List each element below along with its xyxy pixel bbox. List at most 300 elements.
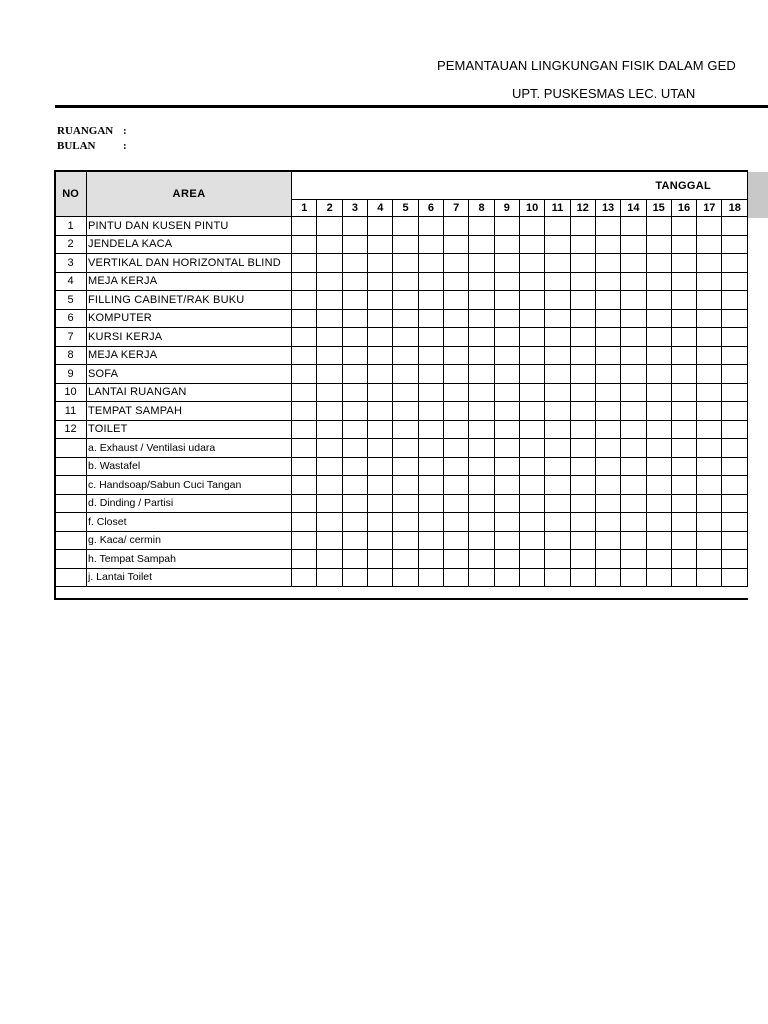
check-cell[interactable]: [342, 328, 367, 347]
check-cell[interactable]: [317, 254, 342, 273]
check-cell[interactable]: [595, 254, 620, 273]
check-cell[interactable]: [570, 235, 595, 254]
check-cell[interactable]: [368, 328, 393, 347]
check-cell[interactable]: [418, 531, 443, 550]
check-cell[interactable]: [469, 494, 494, 513]
check-cell[interactable]: [418, 420, 443, 439]
check-cell[interactable]: [595, 494, 620, 513]
check-cell[interactable]: [418, 254, 443, 273]
check-cell[interactable]: [722, 420, 748, 439]
check-cell[interactable]: [368, 420, 393, 439]
check-cell[interactable]: [621, 217, 646, 236]
check-cell[interactable]: [342, 217, 367, 236]
check-cell[interactable]: [697, 476, 722, 495]
check-cell[interactable]: [418, 291, 443, 310]
check-cell[interactable]: [444, 402, 469, 421]
check-cell[interactable]: [292, 254, 317, 273]
check-cell[interactable]: [494, 420, 519, 439]
check-cell[interactable]: [621, 568, 646, 587]
check-cell[interactable]: [595, 309, 620, 328]
check-cell[interactable]: [469, 235, 494, 254]
check-cell[interactable]: [393, 217, 418, 236]
check-cell[interactable]: [646, 217, 671, 236]
check-cell[interactable]: [545, 550, 570, 569]
check-cell[interactable]: [444, 494, 469, 513]
check-cell[interactable]: [317, 383, 342, 402]
check-cell[interactable]: [418, 365, 443, 384]
check-cell[interactable]: [646, 420, 671, 439]
check-cell[interactable]: [570, 513, 595, 532]
check-cell[interactable]: [595, 513, 620, 532]
check-cell[interactable]: [444, 309, 469, 328]
check-cell[interactable]: [722, 309, 748, 328]
check-cell[interactable]: [671, 550, 696, 569]
check-cell[interactable]: [646, 328, 671, 347]
check-cell[interactable]: [393, 328, 418, 347]
check-cell[interactable]: [418, 457, 443, 476]
check-cell[interactable]: [646, 402, 671, 421]
check-cell[interactable]: [646, 346, 671, 365]
check-cell[interactable]: [570, 420, 595, 439]
check-cell[interactable]: [342, 309, 367, 328]
check-cell[interactable]: [545, 476, 570, 495]
check-cell[interactable]: [469, 420, 494, 439]
check-cell[interactable]: [722, 439, 748, 458]
check-cell[interactable]: [494, 531, 519, 550]
check-cell[interactable]: [722, 531, 748, 550]
check-cell[interactable]: [342, 365, 367, 384]
check-cell[interactable]: [646, 365, 671, 384]
check-cell[interactable]: [418, 309, 443, 328]
check-cell[interactable]: [697, 328, 722, 347]
check-cell[interactable]: [317, 550, 342, 569]
check-cell[interactable]: [621, 476, 646, 495]
check-cell[interactable]: [671, 494, 696, 513]
check-cell[interactable]: [570, 439, 595, 458]
check-cell[interactable]: [671, 568, 696, 587]
check-cell[interactable]: [494, 217, 519, 236]
check-cell[interactable]: [671, 457, 696, 476]
check-cell[interactable]: [595, 328, 620, 347]
check-cell[interactable]: [722, 254, 748, 273]
check-cell[interactable]: [469, 217, 494, 236]
check-cell[interactable]: [494, 309, 519, 328]
check-cell[interactable]: [697, 365, 722, 384]
check-cell[interactable]: [621, 402, 646, 421]
check-cell[interactable]: [342, 513, 367, 532]
check-cell[interactable]: [444, 328, 469, 347]
check-cell[interactable]: [545, 531, 570, 550]
check-cell[interactable]: [570, 272, 595, 291]
check-cell[interactable]: [646, 235, 671, 254]
check-cell[interactable]: [722, 568, 748, 587]
check-cell[interactable]: [671, 272, 696, 291]
check-cell[interactable]: [418, 513, 443, 532]
check-cell[interactable]: [595, 365, 620, 384]
check-cell[interactable]: [646, 383, 671, 402]
check-cell[interactable]: [418, 217, 443, 236]
check-cell[interactable]: [494, 254, 519, 273]
check-cell[interactable]: [393, 254, 418, 273]
check-cell[interactable]: [722, 328, 748, 347]
check-cell[interactable]: [342, 235, 367, 254]
check-cell[interactable]: [469, 383, 494, 402]
check-cell[interactable]: [722, 550, 748, 569]
check-cell[interactable]: [418, 272, 443, 291]
check-cell[interactable]: [722, 457, 748, 476]
check-cell[interactable]: [494, 476, 519, 495]
check-cell[interactable]: [342, 550, 367, 569]
check-cell[interactable]: [545, 457, 570, 476]
check-cell[interactable]: [418, 383, 443, 402]
check-cell[interactable]: [317, 217, 342, 236]
check-cell[interactable]: [646, 476, 671, 495]
check-cell[interactable]: [519, 420, 544, 439]
check-cell[interactable]: [444, 476, 469, 495]
check-cell[interactable]: [469, 568, 494, 587]
check-cell[interactable]: [469, 402, 494, 421]
check-cell[interactable]: [570, 550, 595, 569]
check-cell[interactable]: [393, 402, 418, 421]
check-cell[interactable]: [317, 457, 342, 476]
check-cell[interactable]: [393, 531, 418, 550]
check-cell[interactable]: [317, 494, 342, 513]
check-cell[interactable]: [621, 531, 646, 550]
check-cell[interactable]: [342, 494, 367, 513]
check-cell[interactable]: [393, 457, 418, 476]
check-cell[interactable]: [722, 291, 748, 310]
check-cell[interactable]: [519, 531, 544, 550]
check-cell[interactable]: [671, 383, 696, 402]
check-cell[interactable]: [545, 309, 570, 328]
check-cell[interactable]: [342, 476, 367, 495]
check-cell[interactable]: [418, 402, 443, 421]
check-cell[interactable]: [418, 476, 443, 495]
check-cell[interactable]: [545, 494, 570, 513]
check-cell[interactable]: [368, 346, 393, 365]
check-cell[interactable]: [697, 402, 722, 421]
check-cell[interactable]: [444, 420, 469, 439]
check-cell[interactable]: [393, 309, 418, 328]
check-cell[interactable]: [671, 476, 696, 495]
check-cell[interactable]: [722, 217, 748, 236]
check-cell[interactable]: [697, 235, 722, 254]
check-cell[interactable]: [444, 272, 469, 291]
check-cell[interactable]: [444, 568, 469, 587]
check-cell[interactable]: [393, 291, 418, 310]
check-cell[interactable]: [393, 365, 418, 384]
check-cell[interactable]: [317, 272, 342, 291]
check-cell[interactable]: [368, 494, 393, 513]
check-cell[interactable]: [595, 402, 620, 421]
check-cell[interactable]: [494, 513, 519, 532]
check-cell[interactable]: [444, 383, 469, 402]
check-cell[interactable]: [621, 291, 646, 310]
check-cell[interactable]: [697, 457, 722, 476]
check-cell[interactable]: [444, 235, 469, 254]
check-cell[interactable]: [621, 272, 646, 291]
check-cell[interactable]: [595, 383, 620, 402]
check-cell[interactable]: [393, 513, 418, 532]
check-cell[interactable]: [671, 402, 696, 421]
check-cell[interactable]: [595, 272, 620, 291]
check-cell[interactable]: [469, 309, 494, 328]
check-cell[interactable]: [494, 457, 519, 476]
check-cell[interactable]: [671, 309, 696, 328]
check-cell[interactable]: [519, 217, 544, 236]
check-cell[interactable]: [393, 568, 418, 587]
check-cell[interactable]: [545, 272, 570, 291]
check-cell[interactable]: [292, 531, 317, 550]
check-cell[interactable]: [469, 291, 494, 310]
check-cell[interactable]: [545, 254, 570, 273]
check-cell[interactable]: [444, 291, 469, 310]
check-cell[interactable]: [621, 513, 646, 532]
check-cell[interactable]: [570, 402, 595, 421]
check-cell[interactable]: [671, 328, 696, 347]
check-cell[interactable]: [545, 235, 570, 254]
check-cell[interactable]: [671, 420, 696, 439]
check-cell[interactable]: [292, 420, 317, 439]
check-cell[interactable]: [519, 291, 544, 310]
check-cell[interactable]: [494, 346, 519, 365]
check-cell[interactable]: [570, 568, 595, 587]
check-cell[interactable]: [595, 457, 620, 476]
check-cell[interactable]: [342, 254, 367, 273]
check-cell[interactable]: [292, 439, 317, 458]
check-cell[interactable]: [494, 235, 519, 254]
check-cell[interactable]: [469, 513, 494, 532]
check-cell[interactable]: [697, 291, 722, 310]
check-cell[interactable]: [469, 365, 494, 384]
check-cell[interactable]: [570, 494, 595, 513]
check-cell[interactable]: [368, 217, 393, 236]
check-cell[interactable]: [317, 420, 342, 439]
check-cell[interactable]: [342, 383, 367, 402]
check-cell[interactable]: [570, 476, 595, 495]
check-cell[interactable]: [317, 513, 342, 532]
check-cell[interactable]: [342, 402, 367, 421]
check-cell[interactable]: [469, 476, 494, 495]
check-cell[interactable]: [292, 346, 317, 365]
check-cell[interactable]: [393, 383, 418, 402]
check-cell[interactable]: [519, 235, 544, 254]
check-cell[interactable]: [368, 383, 393, 402]
check-cell[interactable]: [570, 217, 595, 236]
check-cell[interactable]: [646, 494, 671, 513]
check-cell[interactable]: [317, 309, 342, 328]
check-cell[interactable]: [469, 328, 494, 347]
check-cell[interactable]: [368, 550, 393, 569]
check-cell[interactable]: [570, 383, 595, 402]
check-cell[interactable]: [722, 513, 748, 532]
check-cell[interactable]: [545, 383, 570, 402]
check-cell[interactable]: [595, 568, 620, 587]
check-cell[interactable]: [519, 272, 544, 291]
check-cell[interactable]: [545, 365, 570, 384]
check-cell[interactable]: [494, 439, 519, 458]
check-cell[interactable]: [595, 439, 620, 458]
check-cell[interactable]: [671, 291, 696, 310]
check-cell[interactable]: [418, 439, 443, 458]
check-cell[interactable]: [368, 568, 393, 587]
check-cell[interactable]: [444, 346, 469, 365]
check-cell[interactable]: [292, 291, 317, 310]
check-cell[interactable]: [368, 476, 393, 495]
check-cell[interactable]: [418, 568, 443, 587]
check-cell[interactable]: [469, 346, 494, 365]
check-cell[interactable]: [646, 568, 671, 587]
check-cell[interactable]: [494, 365, 519, 384]
check-cell[interactable]: [368, 272, 393, 291]
check-cell[interactable]: [317, 291, 342, 310]
check-cell[interactable]: [570, 291, 595, 310]
check-cell[interactable]: [646, 439, 671, 458]
check-cell[interactable]: [646, 513, 671, 532]
check-cell[interactable]: [519, 476, 544, 495]
check-cell[interactable]: [545, 568, 570, 587]
check-cell[interactable]: [621, 550, 646, 569]
check-cell[interactable]: [621, 254, 646, 273]
check-cell[interactable]: [418, 550, 443, 569]
check-cell[interactable]: [519, 494, 544, 513]
check-cell[interactable]: [368, 513, 393, 532]
check-cell[interactable]: [418, 494, 443, 513]
check-cell[interactable]: [418, 346, 443, 365]
check-cell[interactable]: [697, 550, 722, 569]
check-cell[interactable]: [697, 439, 722, 458]
check-cell[interactable]: [292, 383, 317, 402]
check-cell[interactable]: [393, 420, 418, 439]
check-cell[interactable]: [570, 346, 595, 365]
check-cell[interactable]: [621, 439, 646, 458]
check-cell[interactable]: [646, 272, 671, 291]
check-cell[interactable]: [317, 346, 342, 365]
check-cell[interactable]: [317, 439, 342, 458]
check-cell[interactable]: [317, 365, 342, 384]
check-cell[interactable]: [393, 346, 418, 365]
check-cell[interactable]: [494, 550, 519, 569]
check-cell[interactable]: [368, 531, 393, 550]
check-cell[interactable]: [444, 531, 469, 550]
check-cell[interactable]: [595, 291, 620, 310]
check-cell[interactable]: [519, 457, 544, 476]
check-cell[interactable]: [368, 402, 393, 421]
check-cell[interactable]: [494, 328, 519, 347]
check-cell[interactable]: [469, 272, 494, 291]
check-cell[interactable]: [292, 272, 317, 291]
check-cell[interactable]: [494, 402, 519, 421]
check-cell[interactable]: [595, 235, 620, 254]
check-cell[interactable]: [317, 235, 342, 254]
check-cell[interactable]: [671, 254, 696, 273]
check-cell[interactable]: [646, 550, 671, 569]
check-cell[interactable]: [494, 291, 519, 310]
check-cell[interactable]: [722, 383, 748, 402]
check-cell[interactable]: [519, 402, 544, 421]
check-cell[interactable]: [621, 420, 646, 439]
check-cell[interactable]: [621, 383, 646, 402]
check-cell[interactable]: [444, 439, 469, 458]
check-cell[interactable]: [444, 513, 469, 532]
check-cell[interactable]: [722, 365, 748, 384]
check-cell[interactable]: [671, 235, 696, 254]
check-cell[interactable]: [292, 309, 317, 328]
check-cell[interactable]: [342, 291, 367, 310]
check-cell[interactable]: [292, 217, 317, 236]
check-cell[interactable]: [595, 550, 620, 569]
check-cell[interactable]: [697, 254, 722, 273]
check-cell[interactable]: [494, 272, 519, 291]
check-cell[interactable]: [519, 346, 544, 365]
check-cell[interactable]: [697, 383, 722, 402]
check-cell[interactable]: [621, 365, 646, 384]
check-cell[interactable]: [519, 550, 544, 569]
check-cell[interactable]: [595, 531, 620, 550]
check-cell[interactable]: [469, 457, 494, 476]
check-cell[interactable]: [292, 365, 317, 384]
check-cell[interactable]: [519, 365, 544, 384]
check-cell[interactable]: [621, 494, 646, 513]
check-cell[interactable]: [368, 254, 393, 273]
check-cell[interactable]: [317, 328, 342, 347]
check-cell[interactable]: [393, 439, 418, 458]
check-cell[interactable]: [697, 217, 722, 236]
check-cell[interactable]: [418, 328, 443, 347]
check-cell[interactable]: [570, 531, 595, 550]
check-cell[interactable]: [697, 272, 722, 291]
check-cell[interactable]: [317, 531, 342, 550]
check-cell[interactable]: [368, 291, 393, 310]
check-cell[interactable]: [722, 235, 748, 254]
check-cell[interactable]: [317, 402, 342, 421]
check-cell[interactable]: [393, 476, 418, 495]
check-cell[interactable]: [292, 550, 317, 569]
check-cell[interactable]: [545, 513, 570, 532]
check-cell[interactable]: [545, 402, 570, 421]
check-cell[interactable]: [292, 494, 317, 513]
check-cell[interactable]: [469, 254, 494, 273]
check-cell[interactable]: [570, 254, 595, 273]
check-cell[interactable]: [621, 346, 646, 365]
check-cell[interactable]: [519, 254, 544, 273]
check-cell[interactable]: [671, 513, 696, 532]
check-cell[interactable]: [342, 346, 367, 365]
check-cell[interactable]: [469, 531, 494, 550]
check-cell[interactable]: [368, 309, 393, 328]
check-cell[interactable]: [722, 272, 748, 291]
check-cell[interactable]: [494, 383, 519, 402]
check-cell[interactable]: [722, 402, 748, 421]
check-cell[interactable]: [646, 254, 671, 273]
check-cell[interactable]: [671, 217, 696, 236]
check-cell[interactable]: [342, 439, 367, 458]
check-cell[interactable]: [444, 365, 469, 384]
check-cell[interactable]: [697, 494, 722, 513]
check-cell[interactable]: [671, 346, 696, 365]
check-cell[interactable]: [292, 513, 317, 532]
check-cell[interactable]: [317, 476, 342, 495]
check-cell[interactable]: [519, 568, 544, 587]
check-cell[interactable]: [444, 457, 469, 476]
check-cell[interactable]: [545, 439, 570, 458]
check-cell[interactable]: [595, 346, 620, 365]
check-cell[interactable]: [722, 494, 748, 513]
check-cell[interactable]: [697, 531, 722, 550]
check-cell[interactable]: [545, 217, 570, 236]
check-cell[interactable]: [646, 291, 671, 310]
check-cell[interactable]: [621, 309, 646, 328]
